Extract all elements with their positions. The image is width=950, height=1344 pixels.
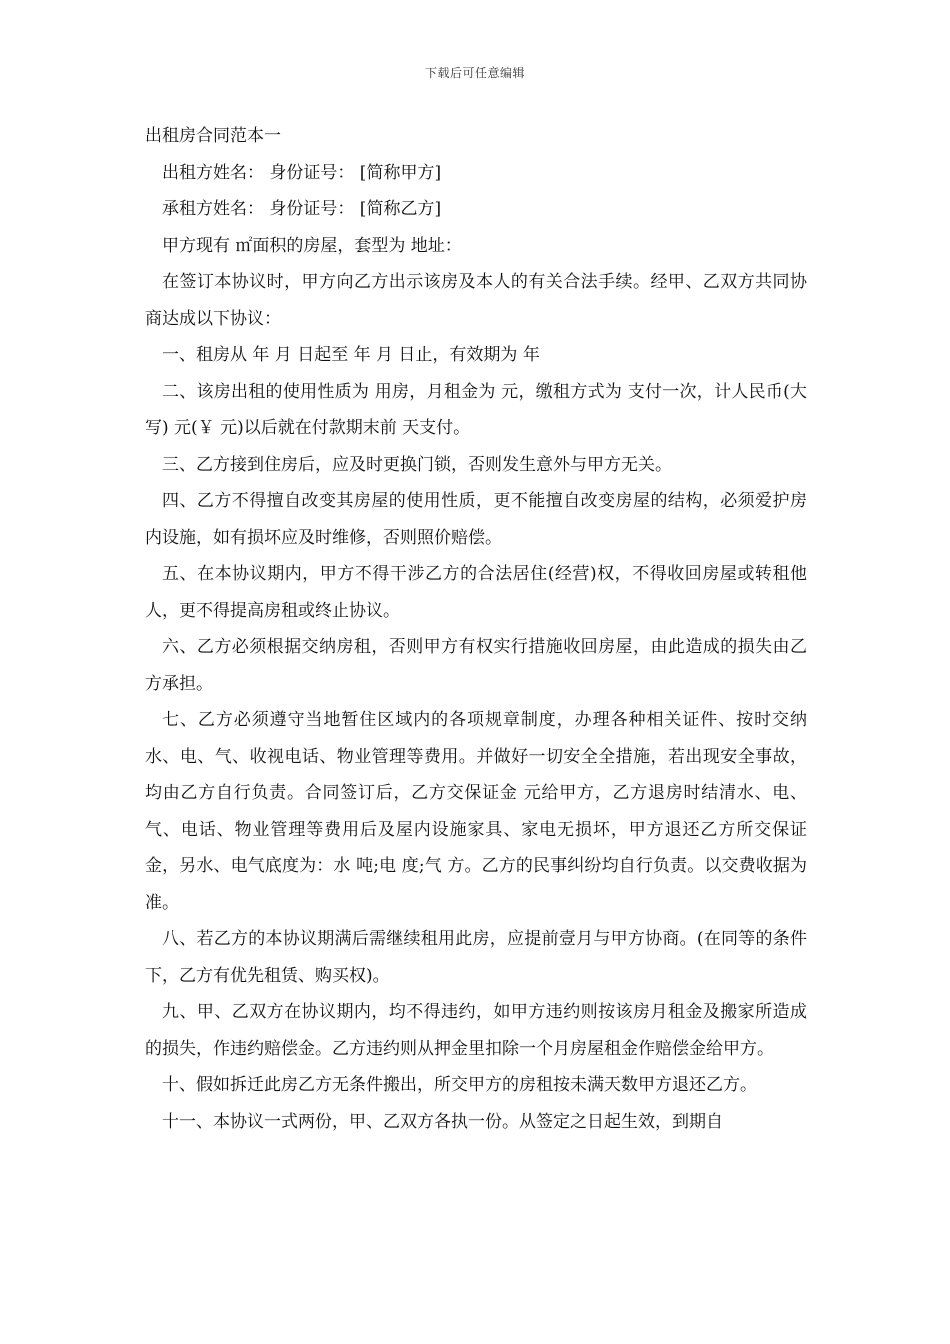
document-body [145, 118, 807, 1140]
paragraph-lessor-info: 出租方姓名： 身份证号： [简称甲方] [162, 162, 442, 183]
clause-2: 二、该房出租的使用性质为 用房，月租金为 元，缴租方式为 支付一次，计人民币(大写) 元(￥ 元)以后就在付款期末前 天支付。 [145, 381, 807, 438]
clause-1: 一、租房从 年 月 日起至 年 月 日止，有效期为 年 [162, 345, 540, 365]
clause-6: 六、乙方必须根据交纳房租，否则甲方有权实行措施收回房屋，由此造成的损失由乙方承担。 [145, 637, 807, 694]
paragraph-property-info: 甲方现有 ㎡面积的房屋，套型为 地址： [162, 235, 462, 256]
page-header-note: 下载后可任意编辑 [424, 66, 525, 80]
paragraph-lessee-info: 承租方姓名： 身份证号： [简称乙方] [162, 199, 442, 219]
clause-3: 三、乙方接到住房后，应及时更换门锁，否则发生意外与甲方无关。 [162, 454, 672, 475]
clause-7: 七、乙方必须遵守当地暂住区域内的各项规章制度，办理各种相关证件、按时交纳水、电、气、收视电话、物业管理等费用。并做好一切安全全措施，若出现安全事故，均由乙方自行负责。合同签订后，乙方交保证金 元给甲方，乙方退房时结清水、电、气、电话、物业管理等费用后及屋内设施家具、家电无损坏，甲方退还乙方所交保证金，另水、电气底度为：水 吨;电 度;气 方。乙方的民事纠纷均自行负责。以交费收据为准。 [145, 710, 807, 913]
clause-4: 四、乙方不得擅自改变其房屋的使用性质，更不能擅自改变房屋的结构，必须爱护房内设施，如有损坏应及时维修，否则照价赔偿。 [145, 491, 807, 548]
clause-9: 九、甲、乙双方在协议期内，均不得违约，如甲方违约则按该房月租金及搬家所造成的损失，作违约赔偿金。乙方违约则从押金里扣除一个月房屋租金作赔偿金给甲方。 [145, 1002, 807, 1059]
document-title: 出租房合同范本一 [145, 126, 281, 146]
clause-10: 十、假如拆迁此房乙方无条件搬出，所交甲方的房租按未满天数甲方退还乙方。 [162, 1075, 757, 1095]
paragraph-preamble: 在签订本协议时，甲方向乙方出示该房及本人的有关合法手续。经甲、乙双方共同协商达成以下协议： [145, 272, 807, 329]
clause-11: 十一、本协议一式两份，甲、乙双方各执一份。从签定之日起生效，到期自 [162, 1111, 723, 1132]
clause-8: 八、若乙方的本协议期满后需继续租用此房，应提前壹月与甲方协商。(在同等的条件下，乙方有优先租赁、购买权)。 [145, 929, 807, 986]
clause-5: 五、在本协议期内，甲方不得干涉乙方的合法居住(经营)权，不得收回房屋或转租他人，更不得提高房租或终止协议。 [145, 564, 807, 621]
